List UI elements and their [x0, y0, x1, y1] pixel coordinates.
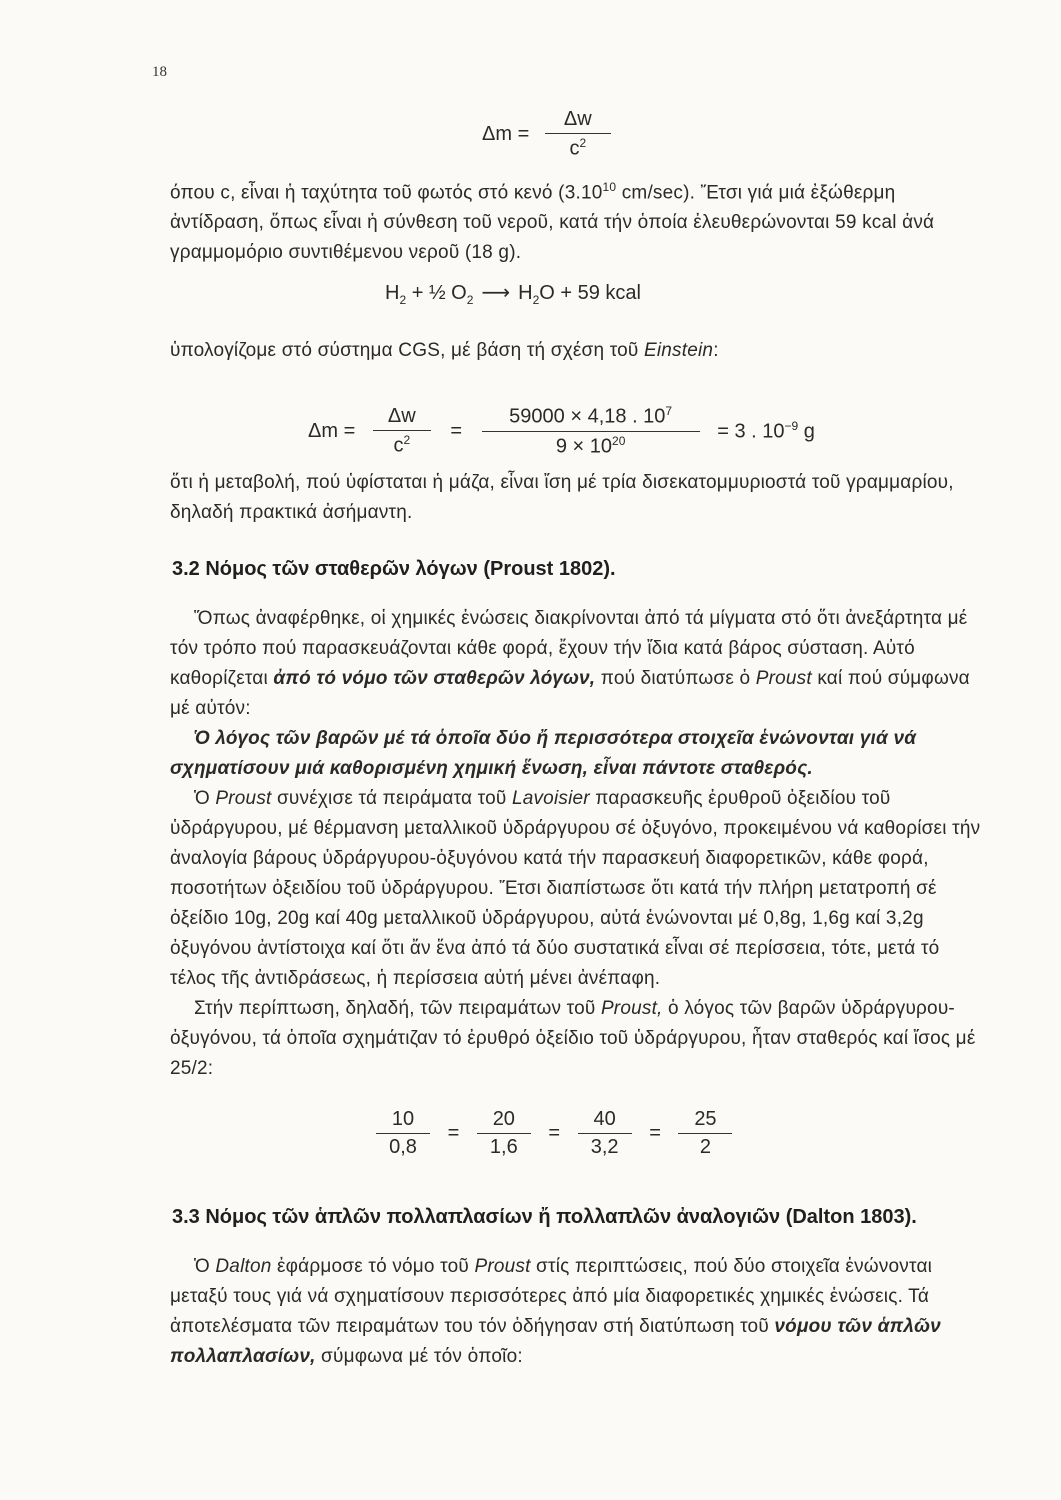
law-statement: Ὁ λόγος τῶν βαρῶν μέ τά ὁποῖα δύο ἤ περισσότερα στοιχεῖα ἑνώνονται γιά νά σχηματίσουν μιά καθορισμένη χημική ἕνωση, εἶναι πάντοτε σταθερός.	[170, 728, 917, 779]
paragraph-mass-change: ὅτι ἡ μεταβολή, πού ὑφίσταται ἡ μάζα, εἶναι ἴση μέ τρία δισεκατομμυριοστά τοῦ γραμμαρίου, δηλαδή πρακτικά ἀσήμαντη.	[170, 472, 954, 523]
ratio-fraction: $\frac{25}{2}$	[678, 1108, 732, 1159]
paragraph-proust-intro: Ὅπως ἀναφέρθηκε, οἱ χημικές ἑνώσεις διακρίνονται ἀπό τά μίγματα στό ὅτι ἀνεξάρτητα μέ τόν τρόπο πού παρασκευάζονται κάθε φορά, ἔχουν τήν ἴδια κατά βάρος σύσταση. Αὐτό καθορίζεται ἀπό τό νόμο τῶν σταθερῶν λόγων, πού διατύπωσε ὁ Proust καί πού σύμφωνα μέ αὐτόν:	[170, 608, 970, 719]
fraction-denominator: $c^2$	[569, 136, 587, 160]
paragraph-speed-of-light: όπου c, εἶναι ἡ ταχύτητα τοῦ φωτός στό κενό (3.10$^{10}$ cm/sec). Ἔτσι γιά μιά ἐξώθερμη ἀντίδραση, ὅπως εἶναι ἡ σύνθεση τοῦ νεροῦ, κατά τήν ὁποία ἐλευθερώνονται 59 kcal ἀνά γραμμομόριο συντιθέμενου νεροῦ (18 g).	[170, 180, 935, 264]
ratio-fraction: $\frac{40}{3,2}$	[578, 1108, 632, 1159]
paragraph-dalton: Ὁ Dalton ἐφάρμοσε τό νόμο τοῦ Proust στίς περιπτώσεις, πού δύο στοιχεῖα ἑνώνονται μεταξύ τους γιά νά σχηματίσουν περισσότερες ἀπό μία διαφορετικές χημικές ἑνώσεις. Τά ἀποτελέσματα τῶν πειραμάτων του τόν ὁδήγησαν στή διατύπωση τοῦ νόμου τῶν ἁπλῶν πολλαπλασίων, σύμφωνα μέ τόν ὁποῖο:	[170, 1256, 941, 1367]
section-heading-3-3: 3.3 Νόμος τῶν ἁπλῶν πολλαπλασίων ἤ πολλαπλῶν ἀναλογιῶν (Dalton 1803).	[172, 1206, 917, 1228]
fraction: $\frac{59000 \times 4,18 . 10^7}{9 \times 10^{20}}$	[482, 404, 700, 458]
reaction-equation: $H_2$ + ½ $O_2$ ⟶ $H_2O + 59$ kcal	[385, 282, 641, 307]
section-heading-3-2: 3.2 Νόμος τῶν σταθερῶν λόγων (Proust 1802).	[172, 558, 616, 580]
ratio-equation: $\frac{10}{0,8}$ = $\frac{20}{1,6}$ = $\frac{40}{3,2}$ = $\frac{25}{2}$	[376, 1108, 732, 1159]
equation-mass-energy	[482, 108, 611, 161]
fraction: $\frac{\Delta w}{c^2}$	[373, 405, 431, 458]
equation-calculation: Δm = $\frac{\Delta w}{c^2}$ = $\frac{59000 \times 4,18 . 10^7}{9 \times 10^{20}}$ = 3 . $10^{-9}$ g	[308, 404, 815, 458]
paragraph-proust-experiments: Ὁ Proust συνέχισε τά πειράματα τοῦ Lavoisier παρασκευῆς ἐρυθροῦ ὀξειδίου τοῦ ὑδράργυρου, μέ θέρμανση μεταλλικοῦ ὑδράργυρου σέ ὀξυγόνο, προκειμένου νά καθορίσει τήν ἀναλογία βάρους ὑδράργυρου-ὀξυγόνου κατά τήν παρασκευή διαφορετικῶν, κάθε φορά, ποσοτήτων ὀξειδίου τοῦ ὑδράργυρου. Ἔτσι διαπίστωσε ὅτι κατά τήν πλήρη μετατροπή σέ ὀξείδιο 10g, 20g καί 40g μεταλλικοῦ ὑδράργυρου, αὐτά ἑνώνονται μέ 0,8g, 1,6g καί 3,2g ὀξυγόνου ἀντίστοιχα καί ὅτι ἄν ἕνα ἀπό τά δύο συστατικά εἶναι σέ περίσσεια, τότε, μετά τό τέλος τῆς ἀντιδράσεως, ἡ περίσσεια αὐτή μένει ἀνέπαφη.	[170, 788, 981, 989]
paragraph-cgs: ὑπολογίζομε στό σύστημα CGS, μέ βάση τή σχέση τοῦ Einstein:	[170, 340, 719, 361]
paragraph-ratio: Στήν περίπτωση, δηλαδή, τῶν πειραμάτων τοῦ Proust, ὁ λόγος τῶν βαρῶν ὑδράργυρου-ὀξυγόνου, τά ὁποῖα σχημάτιζαν τό ἐρυθρό ὀξείδιο τοῦ ὑδράργυρου, ἦταν σταθερός καί ἴσος μέ 25/2:	[170, 998, 976, 1079]
fraction	[545, 108, 611, 161]
ratio-fraction: $\frac{10}{0,8}$	[376, 1108, 430, 1159]
equation-lhs: Δm =	[482, 122, 530, 145]
page-number: 18	[152, 64, 167, 80]
ratio-fraction: $\frac{20}{1,6}$	[477, 1108, 531, 1159]
fraction-numerator: Δw	[545, 108, 611, 134]
arrow-icon: ⟶	[481, 282, 511, 304]
